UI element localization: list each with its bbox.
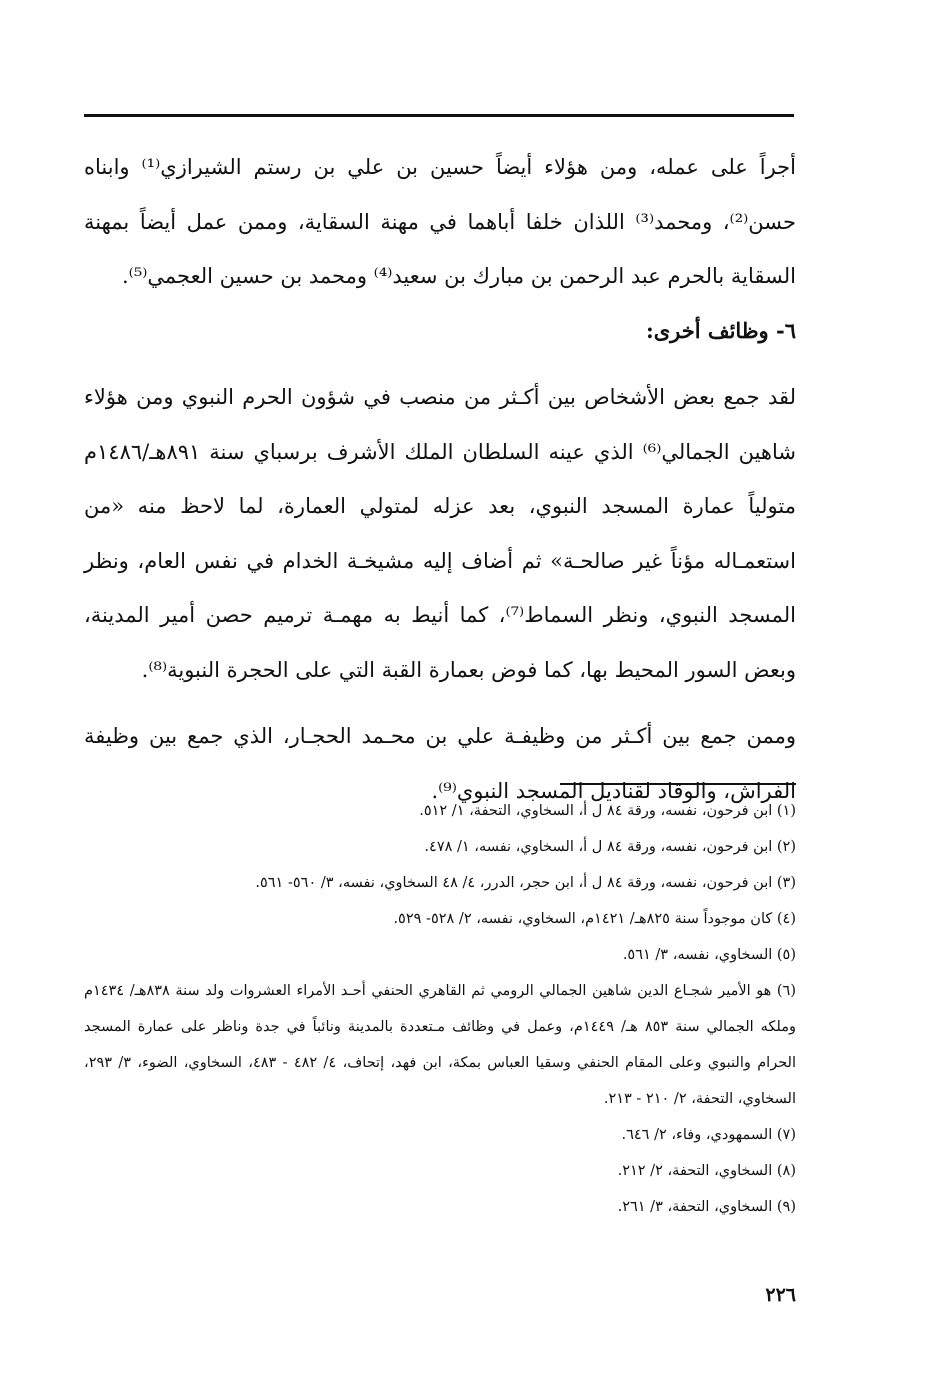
- footnote-6: (٦) هو الأمير شجـاع الدين شاهين الجمالي الرومي ثم القاهري الحنفي أحـد الأمراء العشروات ولد سنة ٨٣٨هـ/ ١٤٣٤م وملكه الجمالي سنة ٨٥٣ هـ/ ١٤٤٩م، وعمل في وظائف مـتعددة بالمدينة ونائباً في جدة وناظر على عمارة المسجد الحرام والنبوي وعلى المقام الحنفي وسقيا العباس بمكة، ابن فهد، إتحاف، ٤/ ٤٨٢ - ٤٨٣، السخاوي، الضوء، ٣/ ٢٩٣، السخاوي، التحفة، ٢/ ٢١٠ - ٢١٣.: [84, 983, 797, 1107]
- main-text: [84, 140, 796, 818]
- footnote-5: (٥) السخاوي، نفسه، ٣/ ٥٦١.: [622, 947, 796, 963]
- footnote-7: (٧) السمهودي، وفاء، ٢/ ٦٤٦.: [621, 1127, 796, 1143]
- footnote-8: (٨) السخاوي، التحفة، ٢/ ٢١٢.: [617, 1163, 796, 1179]
- paragraph-2: لقد جمع بعض الأشخاص بين أكـثر من منصب في شؤون الحرم النبوي ومن هؤلاء شاهين الجمالي⁽⁶⁾ الذي عينه السلطان الملك الأشرف برسباي سنة ٨٩١هـ/١٤٨٦م متولياً عمارة المسجد النبوي، بعد عزله لمتولي العمارة، لما لاحظ منه «من استعمـاله مؤناً غير صالحـة» ثم أضاف إليه مشيخـة الخدام في نفس العام، ونظر المسجد النبوي، ونظر السماط⁽⁷⁾، كما أنيط به مهمـة ترميم حصن أمير المدينة، وبعض السور المحيط بها، كما فوض بعمارة القبة التي على الحجرة النبوية⁽⁸⁾.: [84, 385, 796, 682]
- footnote-separator: [560, 783, 796, 785]
- paragraph-1: أجراً على عمله، ومن هؤلاء أيضاً حسين بن علي بن رستم الشيرازي⁽¹⁾ وابناه حسن⁽²⁾، ومحمد⁽³⁾ اللذان خلفا أباهما في مهنة السقاية، وممن عمل أيضاً بمهنة السقاية بالحرم عبد الرحمن بن مبارك بن سعيد⁽⁴⁾ ومحمد بن حسين العجمي⁽⁵⁾.: [84, 155, 796, 288]
- footnote-1: (١) ابن فرحون، نفسه، ورقة ٨٤ ل أ، السخاوي، التحفة، ١/ ٥١٢.: [419, 803, 796, 819]
- footnote-3: (٣) ابن فرحون، نفسه، ورقة ٨٤ ل أ، ابن حجر، الدرر، ٤/ ٤٨ السخاوي، نفسه، ٣/ ٥٦٠- ٥٦١.: [255, 875, 796, 891]
- paragraph-gap: [84, 697, 796, 709]
- footnotes: [84, 793, 796, 1225]
- section-heading: ٦- وظائف أخرى:: [645, 317, 796, 343]
- paragraph-gap: [84, 358, 796, 370]
- header-rule: [84, 114, 794, 117]
- footnote-9: (٩) السخاوي، التحفة، ٣/ ٢٦١.: [617, 1199, 796, 1215]
- footnote-4: (٤) كان موجوداً سنة ٨٢٥هـ/ ١٤٢١م، السخاوي، نفسه، ٢/ ٥٢٨- ٥٢٩.: [393, 911, 796, 927]
- page-number: ٢٢٦: [765, 1284, 796, 1306]
- paragraph-3: وممن جمع بين أكـثر من وظيفـة علي بن محـمد الحجـار، الذي جمع بين وظيفة الفراش، والوقاد لقناديل المسجد النبوي⁽⁹⁾.: [84, 724, 796, 803]
- footnote-2: (٢) ابن فرحون، نفسه، ورقة ٨٤ ل أ، السخاوي، نفسه، ١/ ٤٧٨.: [424, 839, 796, 855]
